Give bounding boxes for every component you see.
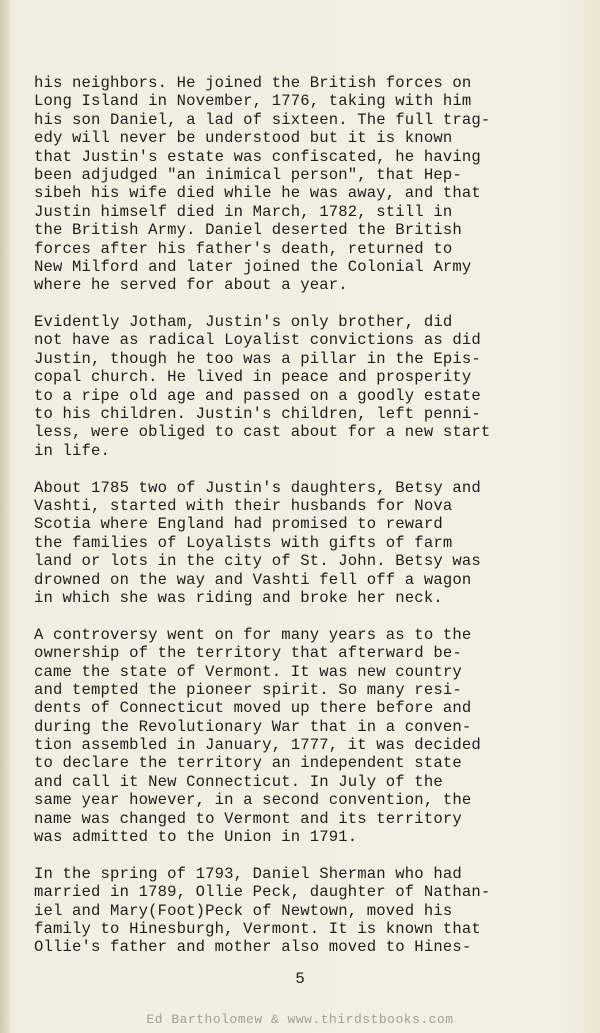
text-line: Justin, though he too was a pillar in the Epis- xyxy=(34,349,481,368)
text-line: to a ripe old age and passed on a goodly estate xyxy=(34,386,481,405)
text-line: been adjudged "an inimical person", that Hep- xyxy=(34,165,462,184)
body-text xyxy=(34,74,574,975)
text-line: and tempted the pioneer spirit. So many resi- xyxy=(34,680,462,699)
paragraph xyxy=(34,313,574,460)
watermark-footer: Ed Bartholomew & www.thirdstbooks.com xyxy=(146,1012,454,1027)
text-line: New Milford and later joined the Colonial Army xyxy=(34,257,472,276)
text-line: edy will never be understood but it is known xyxy=(34,129,453,148)
text-line: copal church. He lived in peace and prosperity xyxy=(34,368,472,387)
text-line: came the state of Vermont. It was new country xyxy=(34,662,462,681)
paragraph xyxy=(34,865,574,957)
text-line: in life. xyxy=(34,441,111,460)
paragraph xyxy=(34,626,574,847)
text-line: About 1785 two of Justin's daughters, Betsy and xyxy=(34,478,481,497)
text-line: to declare the territory an independent state xyxy=(34,754,462,773)
text-line: forces after his father's death, returned to xyxy=(34,239,453,258)
text-line: same year however, in a second convention, the xyxy=(34,791,472,810)
text-line: Vashti, started with their husbands for Nova xyxy=(34,496,453,515)
paragraph xyxy=(34,74,574,295)
text-line: the families of Loyalists with gifts of farm xyxy=(34,533,453,552)
text-line: A controversy went on for many years as to the xyxy=(34,625,472,644)
text-line: Scotia where England had promised to reward xyxy=(34,515,443,534)
text-line: his neighbors. He joined the British forces on xyxy=(34,74,472,92)
text-line: the British Army. Daniel deserted the British xyxy=(34,221,462,240)
text-line: was admitted to the Union in 1791. xyxy=(34,828,358,847)
text-line: less, were obliged to cast about for a new start xyxy=(34,423,491,442)
text-line: married in 1789, Ollie Peck, daughter of Nathan- xyxy=(34,883,491,902)
page-number: 5 xyxy=(295,970,305,988)
text-line: not have as radical Loyalist convictions as did xyxy=(34,331,481,350)
text-line: family to Hinesburgh, Vermont. It is known that xyxy=(34,919,481,938)
text-line: Evidently Jotham, Justin's only brother, did xyxy=(34,313,453,332)
text-line: tion assembled in January, 1777, it was decided xyxy=(34,736,481,755)
text-line: ownership of the territory that afterward be- xyxy=(34,644,462,663)
text-line: in which she was riding and broke her neck. xyxy=(34,588,443,607)
text-line: Justin himself died in March, 1782, still in xyxy=(34,202,453,221)
text-line: name was changed to Vermont and its territory xyxy=(34,809,462,828)
text-line: In the spring of 1793, Daniel Sherman who had xyxy=(34,864,462,883)
text-line: Long Island in November, 1776, taking with him xyxy=(34,92,472,111)
text-line: that Justin's estate was confiscated, he having xyxy=(34,147,481,166)
text-line: to his children. Justin's children, left penni- xyxy=(34,405,481,424)
page-spine-shadow xyxy=(0,0,10,1033)
text-line: iel and Mary(Foot)Peck of Newtown, moved his xyxy=(34,901,453,920)
text-line: Ollie's father and mother also moved to Hines- xyxy=(34,938,472,957)
text-line: his son Daniel, a lad of sixteen. The full trag- xyxy=(34,110,491,129)
text-line: land or lots in the city of St. John. Betsy was xyxy=(34,552,481,571)
text-line: sibeh his wife died while he was away, and that xyxy=(34,184,481,203)
paragraph xyxy=(34,479,574,608)
text-line: where he served for about a year. xyxy=(34,276,348,295)
text-line: dents of Connecticut moved up there before and xyxy=(34,699,472,718)
text-line: drowned on the way and Vashti fell off a wagon xyxy=(34,570,472,589)
text-line: during the Revolutionary War that in a conven- xyxy=(34,717,472,736)
text-line: and call it New Connecticut. In July of the xyxy=(34,772,443,791)
